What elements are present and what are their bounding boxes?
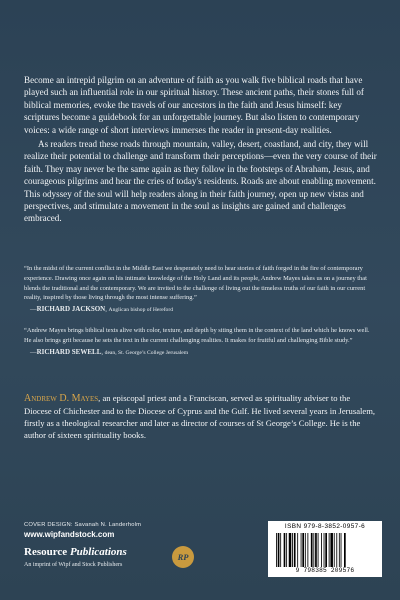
endorsement-quote: “Andrew Mayes brings biblical texts alive with color, texture, and depth by siting them in the context of the land which he knows well. He also brings grit because he sets the text in the current challenging realities. It makes for fruitful and challenging Bible study.” <box>24 326 370 344</box>
endorsement-attribution: —RICHARD SEWELL, dean, St. George’s College Jerusalem <box>30 347 189 356</box>
description-paragraph-2: As readers tread these roads through mountain, valley, desert, coastland, and city, they will realize their potential to challenge and transform their perceptions—even the very course of their faith. They may never be the same again as they follow in the footsteps of Abraham, Jesus, and courageous pilgrims and hear the cries of today's residents. Roads are about enabling movement. This odyssey of the soul will help readers along in their faith journey, open up new vistas and perspectives, and stimulate a movement in the soul as insights are gained and challenges embraced. <box>24 139 377 224</box>
author-bio <box>24 392 378 441</box>
endorser-name: RICHARD JACKSON <box>36 305 106 314</box>
endorsement-1 <box>24 264 378 316</box>
publisher-name-part-1: Resource <box>24 546 70 558</box>
barcode-bars-icon <box>276 533 374 567</box>
cover-designer-credit: COVER DESIGN: Savanah N. Landerholm <box>24 522 142 528</box>
endorser-name: RICHARD SEWELL <box>36 347 102 356</box>
author-bio-text: , an episcopal priest and a Franciscan, served as spirituality adviser to the Diocese of Chichester and to the Diocese of Cyprus and the Gulf. He lived several years in Jerusalem, firstly as a theological researcher and later as director of courses of St George’s College. He is the author of sixteen spirituality books. <box>24 393 376 440</box>
isbn-barcode <box>268 521 382 577</box>
endorser-title: dean, St. George’s College Jerusalem <box>104 349 189 356</box>
endorsements <box>24 264 378 358</box>
endorsement-attribution: —RICHARD JACKSON, Anglican bishop of Hereford <box>30 305 174 314</box>
isbn-label: ISBN 979-8-3852-0957-6 <box>284 523 366 530</box>
publisher-logo-icon: RP <box>172 546 194 568</box>
credits <box>24 522 224 539</box>
publisher-name <box>24 546 127 558</box>
endorsement-2 <box>24 326 378 358</box>
book-description <box>24 74 378 225</box>
publisher-website: www.wipfandstock.com <box>24 530 115 539</box>
publisher-imprint: An imprint of Wipf and Stock Publishers <box>24 562 123 568</box>
description-paragraph-1: Become an intrepid pilgrim on an adventure of faith as you walk five biblical roads that have played such an influential role in our spiritual history. These ancient paths, their stones full of biblical memories, evoke the travels of our ancestors in the faith and Jesus himself: key scriptures become a guidebook for an unforgettable journey. But also listen to contemporary voices: a wide range of short interviews immerses the reader in present-day realities. <box>24 75 364 135</box>
publisher-block <box>24 546 224 576</box>
endorser-title: Anglican bishop of Hereford <box>108 307 174 314</box>
endorsement-quote: “In the midst of the current conflict in the Middle East we desperately need to hear stories of faith forged in the fire of contemporary experience. Drawing once again on his intimate knowledge of the Holy Land and its people, Andrew Mayes takes us on a journey that blends the traditional and the contemporary. We are invited to the challenge of living out the timeless truths of our faith in our current reality, inspired by those living through the most intense suffering.” <box>24 265 367 302</box>
author-name: Andrew D. Mayes <box>24 393 99 404</box>
isbn-digits: 9 798385 209576 <box>295 567 355 574</box>
publisher-name-part-2: Publications <box>69 546 127 558</box>
